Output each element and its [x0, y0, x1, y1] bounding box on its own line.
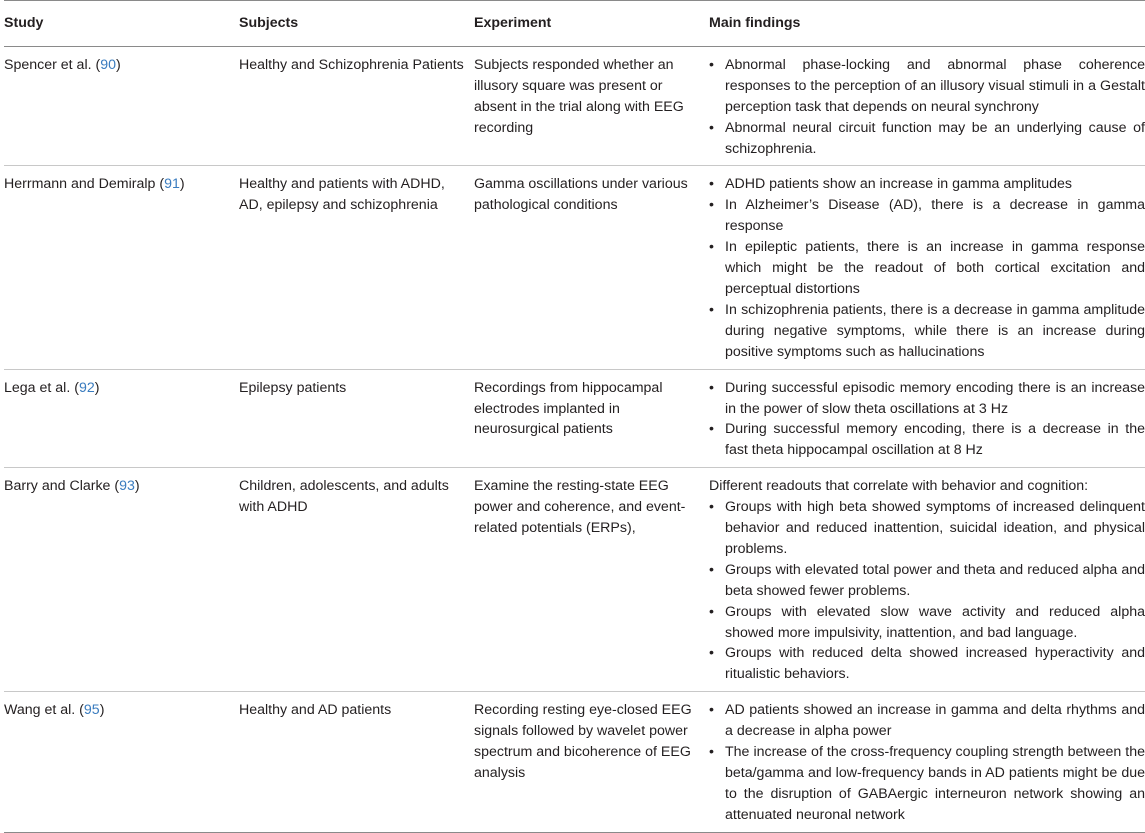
study-close-paren: )	[99, 702, 105, 719]
finding-item: • ADHD patients show an increase in gamma amplitudes	[709, 174, 1145, 195]
findings-list	[709, 378, 1145, 462]
subjects-cell: Healthy and patients with ADHD, AD, epilepsy and schizophrenia	[239, 176, 445, 214]
finding-item: • Abnormal neural circuit function may be an underlying cause of schizophrenia.	[709, 118, 1145, 160]
reference-link[interactable]: 90	[100, 56, 116, 73]
finding-item: • In schizophrenia patients, there is a decrease in gamma amplitude during negative symptoms, while there is an increase during positive symptoms such as hallucinations	[709, 300, 1145, 363]
reference-link[interactable]: 93	[119, 478, 135, 495]
finding-item: • Groups with reduced delta showed increased hyperactivity and ritualistic behaviors.	[709, 643, 1145, 685]
table-row	[4, 692, 1145, 832]
study-name: Lega et al. (	[4, 379, 79, 396]
study-close-paren: )	[134, 478, 140, 495]
subjects-cell: Healthy and Schizophrenia Patients	[239, 56, 464, 73]
study-name: Herrmann and Demiralp (	[4, 176, 165, 193]
table-body	[4, 46, 1145, 832]
table-row	[4, 166, 1145, 369]
header-subjects: Subjects	[239, 15, 299, 31]
study-name: Wang et al. (	[4, 702, 84, 719]
finding-item: • Abnormal phase-locking and abnormal phase coherence responses to the perception of an illusory visual stimuli in a Gestalt perception task that depends on neural synchrony	[709, 55, 1145, 118]
main-findings-cell	[709, 692, 1145, 832]
reference-link[interactable]: 95	[83, 702, 100, 719]
main-findings-cell	[709, 468, 1145, 692]
header-experiment: Experiment	[474, 15, 552, 31]
study-name: Spencer et al. (	[4, 56, 101, 73]
findings-intro: Different readouts that correlate with behavior and cognition:	[709, 478, 1089, 495]
finding-item: • During successful memory encoding, there is a decrease in the fast theta hippocampal oscillation at 8 Hz	[709, 419, 1145, 461]
study-cell	[4, 692, 239, 832]
finding-item: • During successful episodic memory encoding there is an increase in the power of slow theta oscillations at 3 Hz	[709, 378, 1145, 420]
table-row	[4, 46, 1145, 166]
header-row	[4, 1, 1145, 47]
reference-link[interactable]: 92	[78, 379, 95, 396]
experiment-cell: Recording resting eye-closed EEG signals followed by wavelet power spectrum and bicoherence of EEG analysis	[474, 702, 692, 781]
header-main-findings: Main findings	[709, 15, 801, 31]
main-findings-cell	[709, 166, 1145, 369]
study-cell	[4, 369, 239, 468]
finding-item: • In epileptic patients, there is an increase in gamma response which might be the readout of both cortical excitation and perceptual distortions	[709, 237, 1145, 300]
finding-item: • Groups with high beta showed symptoms of increased delinquent behavior and reduced inattention, suicidal ideation, and physical problems.	[709, 497, 1145, 560]
subjects-cell: Epilepsy patients	[239, 379, 347, 396]
study-name: Barry and Clarke (	[4, 478, 120, 495]
findings-list	[709, 700, 1145, 825]
finding-item: • Groups with elevated total power and theta and reduced alpha and beta showed fewer problems.	[709, 560, 1145, 602]
findings-list	[709, 497, 1145, 685]
reference-link[interactable]: 91	[164, 176, 180, 193]
study-cell	[4, 166, 239, 369]
main-findings-cell	[709, 46, 1145, 166]
study-close-paren: )	[94, 379, 100, 396]
subjects-cell: Children, adolescents, and adults with ADHD	[239, 478, 449, 516]
study-close-paren: )	[179, 176, 185, 193]
table-row	[4, 369, 1145, 468]
study-close-paren: )	[116, 56, 121, 73]
subjects-cell: Healthy and AD patients	[239, 702, 392, 719]
experiment-cell: Subjects responded whether an illusory square was present or absent in the trial along with EEG recording	[474, 56, 684, 136]
main-findings-cell	[709, 369, 1145, 468]
finding-item: • AD patients showed an increase in gamma and delta rhythms and a decrease in alpha power	[709, 700, 1145, 742]
finding-item: • The increase of the cross-frequency coupling strength between the beta/gamma and low-frequency bands in AD patients might be due to the disruption of GABAergic interneuron network showing an attenuated neuronal network	[709, 742, 1145, 826]
experiment-cell: Examine the resting-state EEG power and coherence, and event-related potentials (ERPs),	[474, 478, 686, 537]
finding-item: • Groups with elevated slow wave activity and reduced alpha showed more impulsivity, inattention, and bad language.	[709, 602, 1145, 644]
experiment-cell: Gamma oscillations under various pathological conditions	[474, 176, 688, 214]
study-cell	[4, 46, 239, 166]
table-header	[4, 1, 1145, 47]
finding-item: • In Alzheimer’s Disease (AD), there is a decrease in gamma response	[709, 195, 1145, 237]
findings-table	[4, 0, 1145, 833]
findings-list	[709, 55, 1145, 160]
experiment-cell: Recordings from hippocampal electrodes implanted in neurosurgical patients	[474, 379, 663, 438]
study-cell	[4, 468, 239, 692]
table-row	[4, 468, 1145, 692]
header-study: Study	[4, 15, 44, 31]
findings-list	[709, 174, 1145, 362]
